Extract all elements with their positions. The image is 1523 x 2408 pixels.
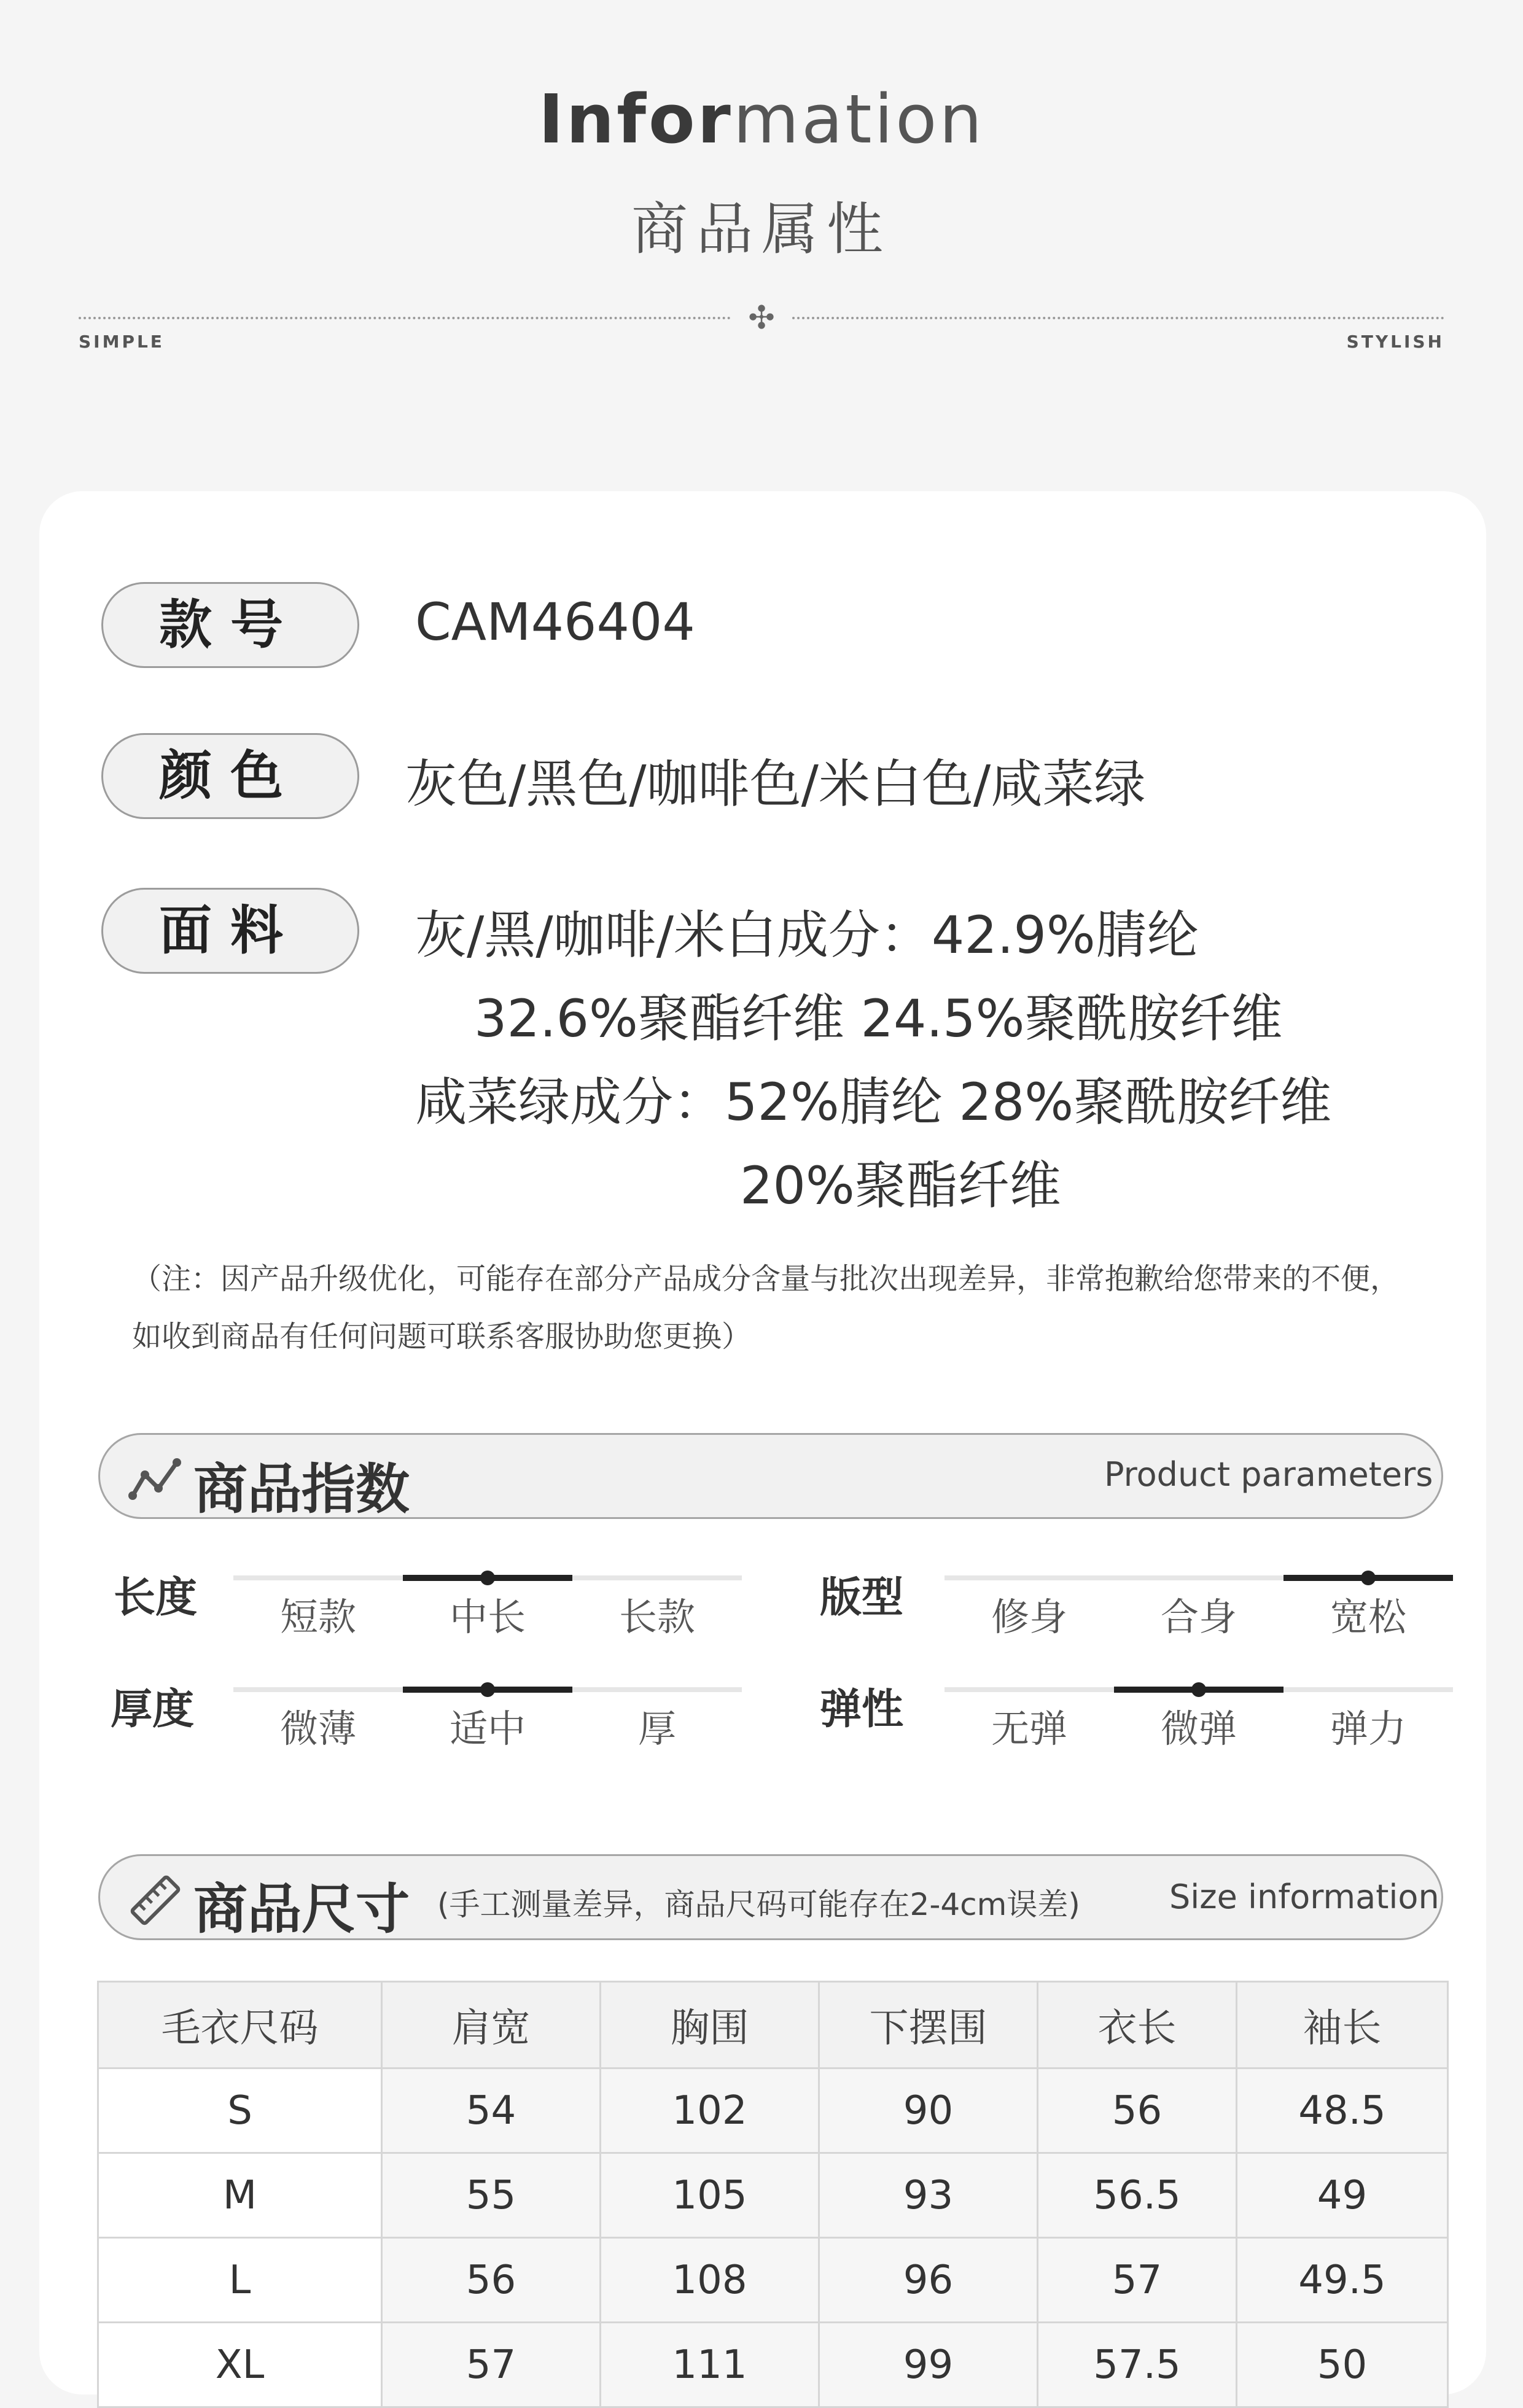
table-cell: L [98, 2238, 382, 2323]
table-cell: 56.5 [1038, 2153, 1237, 2238]
fabric-line-1: 灰/黑/咖啡/米白成分：42.9%腈纶 [415, 905, 1199, 965]
label-fabric: 面料 [101, 888, 359, 974]
param-selected-dot [480, 1571, 495, 1585]
table-cell: 55 [382, 2153, 601, 2238]
param-option: 短款 [279, 1594, 356, 1639]
trend-icon [128, 1454, 183, 1503]
table-cell: 57.5 [1038, 2323, 1237, 2407]
style-no-value: CAM46404 [415, 592, 695, 652]
fabric-line-4: 20%聚酯纤维 [740, 1155, 1061, 1216]
table-cell: 93 [819, 2153, 1038, 2238]
size-table [97, 1981, 1449, 2408]
title-en-light: mation [733, 80, 985, 158]
param-option: 微弹 [1160, 1706, 1237, 1751]
table-cell: 108 [601, 2238, 819, 2323]
param-option: 修身 [991, 1594, 1067, 1639]
table-cell: 99 [819, 2323, 1038, 2407]
param-selected-dot [480, 1682, 495, 1697]
table-row [98, 2238, 1448, 2323]
param-label: 版型 [820, 1574, 904, 1622]
table-cell: 57 [1038, 2238, 1237, 2323]
table-cell: S [98, 2068, 382, 2153]
table-cell: 49.5 [1237, 2238, 1448, 2323]
divider-right [792, 317, 1444, 319]
label-style-no: 款号 [101, 582, 359, 668]
table-cell: XL [98, 2323, 382, 2407]
param-option: 微薄 [279, 1706, 356, 1751]
title-en-bold: Infor [538, 80, 733, 158]
table-row [98, 2068, 1448, 2153]
color-value: 灰色/黑色/咖啡色/米白色/咸菜绿 [405, 754, 1146, 814]
table-cell: 56 [1038, 2068, 1237, 2153]
param-option: 合身 [1160, 1594, 1237, 1639]
table-cell: 57 [382, 2323, 601, 2407]
size-note: (手工测量差异，商品尺码可能存在2-4cm误差) [437, 1887, 1080, 1922]
table-header-cell: 肩宽 [382, 1982, 601, 2068]
param-option: 无弹 [991, 1706, 1067, 1751]
note-line-2: 如收到商品有任何问题可联系客服协助您更换） [132, 1319, 752, 1354]
params-title-en: Product parameters [1104, 1455, 1433, 1494]
param-option: 厚 [637, 1706, 676, 1751]
param-option: 宽松 [1330, 1594, 1406, 1639]
param-option: 长款 [618, 1594, 695, 1639]
param-selected-dot [1191, 1682, 1206, 1697]
table-cell: 50 [1237, 2323, 1448, 2407]
tag-stylish: STYLISH [1346, 332, 1444, 352]
ruler-icon [128, 1873, 183, 1928]
params-title: 商品指数 [193, 1458, 410, 1521]
label-color: 颜色 [101, 733, 359, 819]
param-option: 中长 [449, 1594, 526, 1639]
ornament-icon: ✣ [748, 300, 775, 336]
table-cell: 54 [382, 2068, 601, 2153]
size-title-en: Size information [1169, 1878, 1439, 1916]
note-line-1: （注：因产品升级优化，可能存在部分产品成分含量与批次出现差异，非常抱歉给您带来的不便， [132, 1262, 1400, 1296]
table-header-row [98, 1982, 1448, 2068]
table-header-cell: 毛衣尺码 [98, 1982, 382, 2068]
table-cell: 96 [819, 2238, 1038, 2323]
page-title-en [0, 80, 1523, 158]
table-cell: 90 [819, 2068, 1038, 2153]
param-selected-dot [1361, 1571, 1376, 1585]
table-cell: 102 [601, 2068, 819, 2153]
page-title-cn: 商品属性 [631, 196, 892, 262]
table-cell: 56 [382, 2238, 601, 2323]
param-option: 弹力 [1330, 1706, 1406, 1751]
size-title: 商品尺寸 [193, 1878, 410, 1941]
param-label: 弹性 [820, 1685, 904, 1734]
param-option: 适中 [449, 1706, 526, 1751]
table-row [98, 2323, 1448, 2407]
table-cell: 111 [601, 2323, 819, 2407]
table-header-cell: 胸围 [601, 1982, 819, 2068]
fabric-line-3: 咸菜绿成分：52%腈纶 28%聚酰胺纤维 [415, 1072, 1332, 1132]
table-cell: 48.5 [1237, 2068, 1448, 2153]
table-header-cell: 袖长 [1237, 1982, 1448, 2068]
param-label: 厚度 [111, 1685, 195, 1734]
table-cell: 49 [1237, 2153, 1448, 2238]
divider-left [79, 317, 731, 319]
table-header-cell: 下摆围 [819, 1982, 1038, 2068]
table-header-cell: 衣长 [1038, 1982, 1237, 2068]
table-cell: 105 [601, 2153, 819, 2238]
tag-simple: SIMPLE [79, 332, 165, 352]
table-cell: M [98, 2153, 382, 2238]
param-label: 长度 [114, 1574, 198, 1622]
table-row [98, 2153, 1448, 2238]
fabric-line-2: 32.6%聚酯纤维 24.5%聚酰胺纤维 [474, 988, 1283, 1049]
